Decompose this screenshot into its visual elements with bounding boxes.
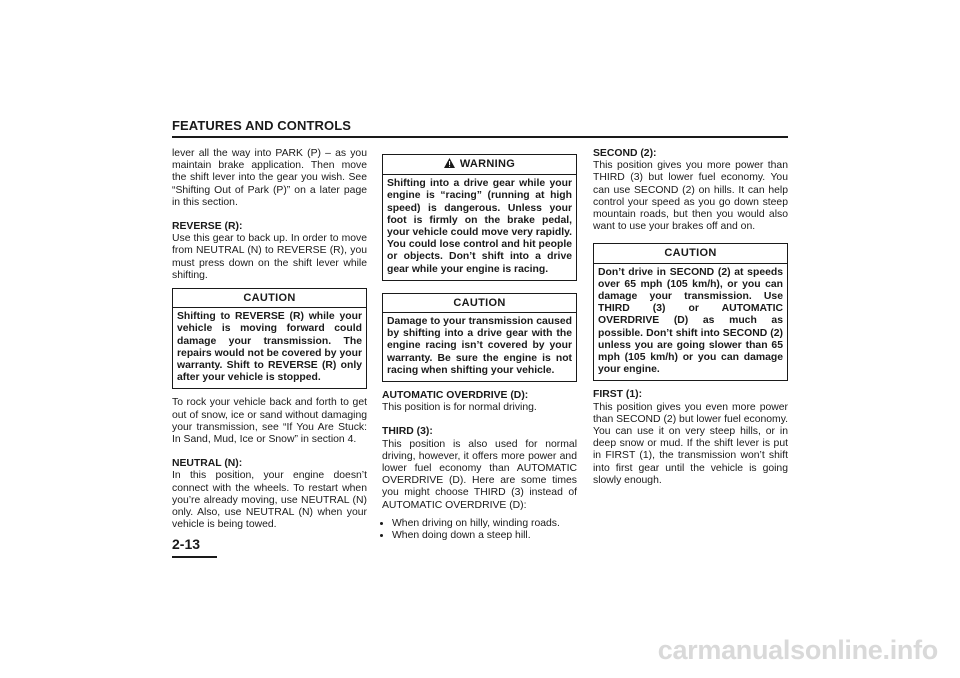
warning-triangle-icon: [444, 158, 455, 171]
overdrive-paragraph: This position is for normal driving.: [382, 402, 537, 414]
footer-rule: [172, 556, 217, 558]
list-item: • When doing down a steep hill.: [392, 530, 577, 542]
warning-text: Shifting into a drive gear while your engine is “racing” (running at high speed) is dangerous. Unless your foot is firmly on the brake pedal, your vehicle could move very rapidly. You could lose control and hit people or objects. Don’t shift into a drive gear while your engine is racing.: [387, 178, 572, 275]
warning-title-row: [383, 155, 576, 175]
rock-paragraph: To rock your vehicle back and forth to get out of snow, ice or sand without damaging your transmission, see “If You Are Stuck: In Sand, Mud, Ice or Snow” in section 4.: [172, 397, 367, 446]
warning-title: WARNING: [459, 158, 516, 170]
caution-text: Shifting to REVERSE (R) while your vehicle is moving forward could damage your transmission. The repairs would not be covered by your warranty. Shift to REVERSE (R) only after your vehicle is stopped.: [177, 311, 362, 384]
third-paragraph: This position is also used for normal driving, however, it offers more power and lower fuel economy than AUTOMATIC OVERDRIVE (D). Here are some times you might choose THIRD (3) instead of AUTOMATIC OVERDRIVE (D):: [382, 438, 577, 511]
caution-title: CAUTION: [383, 294, 576, 313]
page-number: 2-13: [172, 536, 201, 552]
caution-box-racing: [382, 293, 577, 382]
list-item: • When driving on hilly, winding roads.: [392, 518, 577, 530]
second-heading: SECOND (2):: [593, 148, 657, 159]
warning-box: [382, 154, 577, 281]
caution-text: Don’t drive in SECOND (2) at speeds over 65 mph (105 km/h), or you can damage your transmission. Use THIRD (3) or AUTOMATIC OVERDRIVE (D) as much as possible. Don’t shift into SECOND (2) unless you are going slower than 65 mph (105 km/h) or you can damage your engine.: [598, 266, 783, 376]
overdrive-heading: AUTOMATIC OVERDRIVE (D):: [382, 390, 529, 402]
column-right: [593, 148, 788, 487]
second-paragraph: This position gives you more power than THIRD (3) but lower fuel economy. You can use SECOND (2) on hills. It can help control your speed as you go down steep mountain roads, but then you would also want to use your brakes off and on.: [593, 160, 788, 233]
first-paragraph: This position gives you even more power than SECOND (2) but lower fuel economy. You can use it on very steep hills, or in deep snow or mud. If the shift lever is put in FIRST (1), the transmission won’t shift into first gear until the vehicle is going slowly enough.: [593, 401, 789, 486]
bullet-list: [382, 518, 577, 542]
first-heading: FIRST (1):: [593, 389, 643, 401]
reverse-paragraph: Use this gear to back up. In order to move from NEUTRAL (N) to REVERSE (R), you must press down on the shift lever while shifting.: [172, 233, 367, 281]
caution-text: Damage to your transmission caused by shifting into a drive gear with the engine racing isn’t covered by your warranty. Be sure the engine is not racing when shifting your vehicle.: [387, 316, 572, 376]
third-heading: THIRD (3):: [382, 426, 433, 438]
caution-box-reverse: [172, 288, 367, 389]
reverse-heading: REVERSE (R):: [172, 221, 243, 233]
neutral-paragraph: In this position, your engine doesn’t connect with the wheels. To restart when you’re already moving, use NEUTRAL (N) only. Also, use NEUTRAL (N) when your vehicle is being towed.: [172, 470, 367, 531]
caution-box-second: [593, 243, 788, 381]
watermark: carmanualsonline.info: [657, 635, 938, 665]
column-middle: [382, 148, 577, 542]
column-left: [172, 148, 367, 531]
section-header: FEATURES AND CONTROLS: [172, 118, 352, 133]
caution-title: CAUTION: [594, 244, 787, 263]
neutral-heading: NEUTRAL (N):: [172, 458, 243, 470]
caution-title: CAUTION: [173, 289, 366, 308]
header-rule: [172, 136, 788, 138]
intro-paragraph: lever all the way into PARK (P) – as you maintain brake application. Then move the shift lever into the gear you wish. See “Shifting Out of Park (P)” on a later page in this section.: [172, 148, 367, 208]
